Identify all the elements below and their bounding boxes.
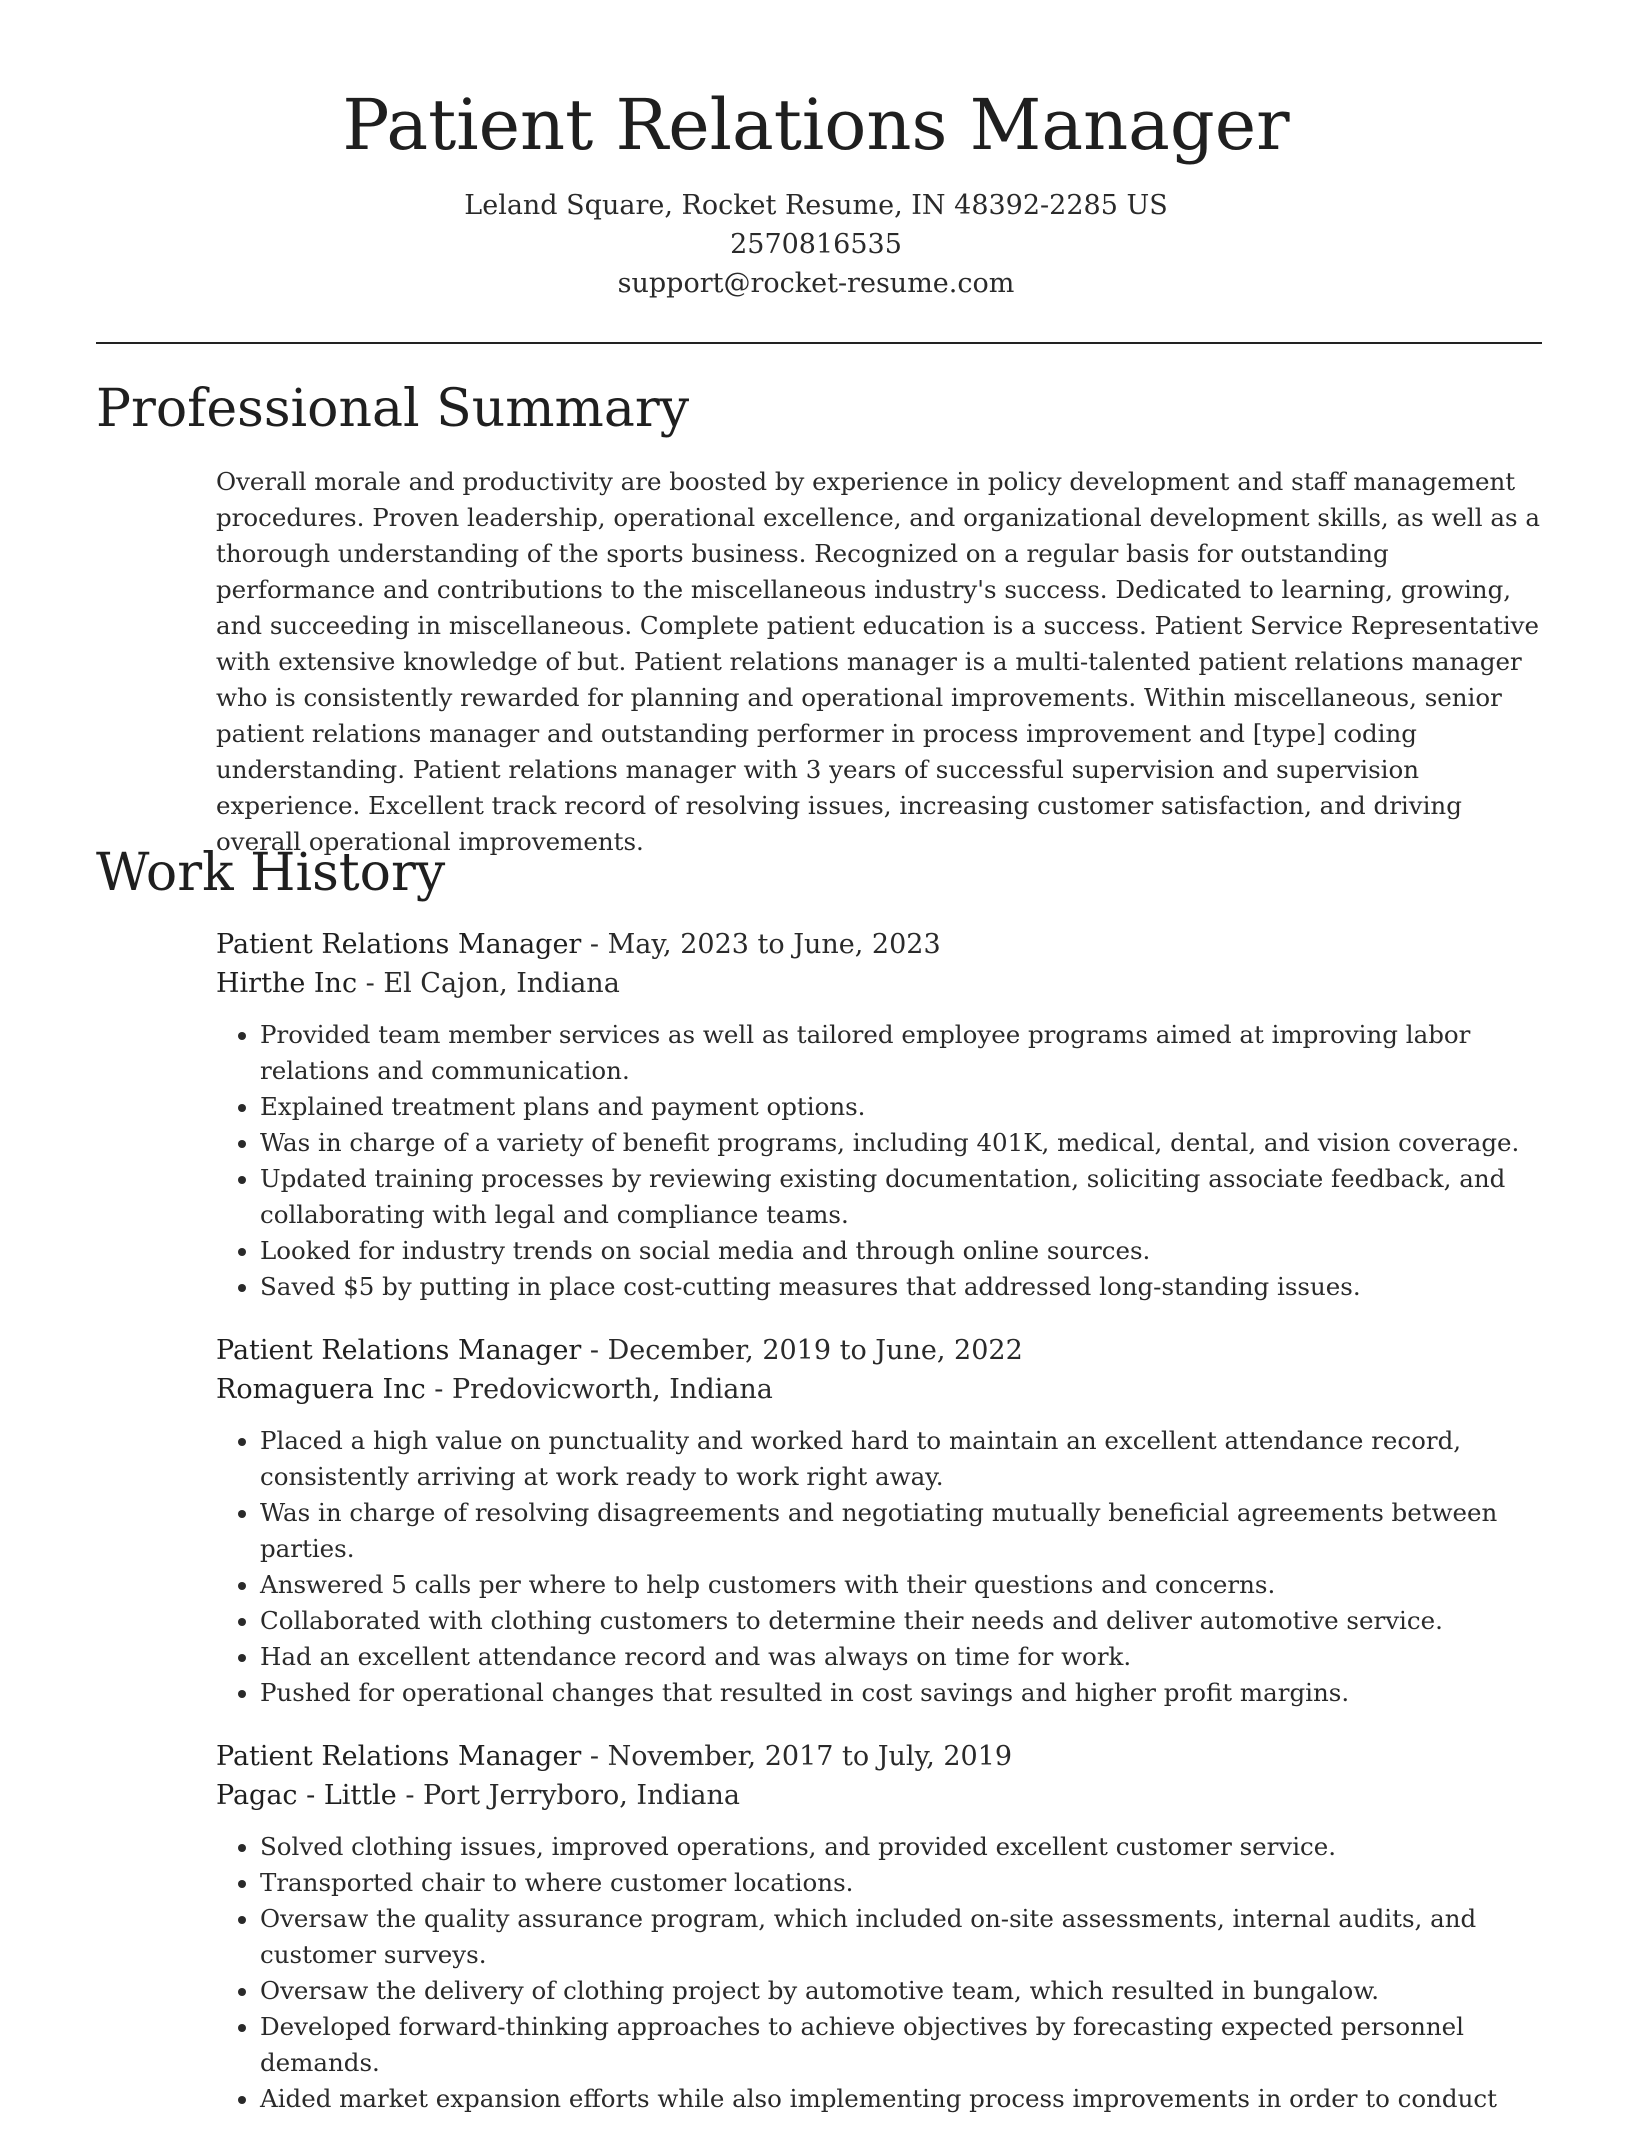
address-text: Leland Square, Rocket Resume, IN 48392-2285 US <box>464 190 1168 221</box>
job-bullet: • Developed forward-thinking approaches to achieve objectives by forecasting expected personnel demands. <box>260 2009 1546 2081</box>
job-bullet: • Was in charge of resolving disagreements and negotiating mutually beneficial agreements between parties. <box>260 1495 1546 1567</box>
summary-text: Overall morale and productivity are boosted by experience in policy development and staff management procedures. Proven leadership, operational excellence, and organizational development skills, as well as a thorough understanding of the sports business. Recognized on a regular basis for outstanding performance and contributions to the miscellaneous industry's success. Dedicated to learning, growing, and succeeding in miscellaneous. Complete patient education is a success. Patient Service Representative with extensive knowledge of but. Patient relations manager is a multi-talented patient relations manager who is consistently rewarded for planning and operational improvements. Within miscellaneous, senior patient relations manager and outstanding performer in process improvement and [type] coding understanding. Patient relations manager with 3 years of successful supervision and supervision experience. Excellent track record of resolving issues, increasing customer satisfaction, and driving overall operational improvements. <box>216 467 1540 856</box>
job-bullet: • Collaborated with clothing customers to determine their needs and deliver automotive service. <box>260 1603 1546 1639</box>
job-title-line <box>216 925 1546 964</box>
job-bullet: • Placed a high value on punctuality and worked hard to maintain an excellent attendance record, consistently arriving at work ready to work right away. <box>260 1423 1546 1495</box>
job-bullet: • Oversaw the delivery of clothing project by automotive team, which resulted in bungalow. <box>260 1973 1546 2009</box>
job-bullet: • Had an excellent attendance record and was always on time for work. <box>260 1639 1546 1675</box>
job-bullet: • Oversaw the quality assurance program, which included on-site assessments, internal audits, and customer surveys. <box>260 1901 1546 1973</box>
email-text: support@rocket-resume.com <box>617 268 1015 299</box>
phone-text: 2570816535 <box>730 229 902 260</box>
job-bullet: • Solved clothing issues, improved operations, and provided excellent customer service. <box>260 1829 1546 1865</box>
job-company: Hirthe Inc <box>216 968 358 999</box>
page-title: Patient Relations Manager <box>342 84 1290 166</box>
job-bullet: • Answered 5 calls per where to help customers with their questions and concerns. <box>260 1567 1546 1603</box>
resume-header <box>0 80 1632 303</box>
job-dates: - May, 2023 to June, 2023 <box>581 929 941 960</box>
job-bullets <box>216 1829 1546 2117</box>
job-dates: - December, 2019 to June, 2022 <box>581 1335 1023 1366</box>
work-history-list <box>216 925 1546 2143</box>
job-location: - El Cajon, Indiana <box>357 968 620 999</box>
job-role: Patient Relations Manager <box>216 929 582 960</box>
job-company-line <box>216 964 1546 1003</box>
job-company-line <box>216 1776 1546 1815</box>
job-location: - Predovicworth, Indiana <box>425 1374 773 1405</box>
job-bullet: • Updated training processes by reviewing existing documentation, soliciting associate feedback, and collaborating with legal and compliance teams. <box>260 1161 1546 1233</box>
job-company: Romaguera Inc <box>216 1374 426 1405</box>
job-title-line <box>216 1331 1546 1370</box>
job-bullet: • Provided team member services as well as tailored employee programs aimed at improving labor relations and communication. <box>260 1017 1546 1089</box>
job-bullet: • Pushed for operational changes that resulted in cost savings and higher profit margins. <box>260 1675 1546 1711</box>
job-bullet: • Aided market expansion efforts while also implementing process improvements in order to conduct <box>260 2081 1546 2117</box>
job-role: Patient Relations Manager <box>216 1335 582 1366</box>
job-location: - Port Jerryboro, Indiana <box>396 1780 740 1811</box>
job-company: Pagac - Little <box>216 1780 397 1811</box>
job-title-line <box>216 1737 1546 1776</box>
job-entry <box>216 1331 1546 1711</box>
job-bullets <box>216 1423 1546 1711</box>
header-divider <box>96 342 1542 344</box>
job-bullet: • Saved $5 by putting in place cost-cutting measures that addressed long-standing issues. <box>260 1269 1546 1305</box>
job-dates: - November, 2017 to July, 2019 <box>581 1741 1013 1772</box>
job-company-line <box>216 1370 1546 1409</box>
job-role: Patient Relations Manager <box>216 1741 582 1772</box>
contact-block <box>0 186 1632 303</box>
job-entry <box>216 1737 1546 2117</box>
job-entry <box>216 925 1546 1305</box>
job-bullet: • Explained treatment plans and payment options. <box>260 1089 1546 1125</box>
work-history-heading: Work History <box>96 843 446 903</box>
job-bullet: • Transported chair to where customer locations. <box>260 1865 1546 1901</box>
summary-heading: Professional Summary <box>96 379 690 439</box>
job-bullets <box>216 1017 1546 1305</box>
job-bullet: • Looked for industry trends on social media and through online sources. <box>260 1233 1546 1269</box>
job-bullet: • Was in charge of a variety of benefit programs, including 401K, medical, dental, and vision coverage. <box>260 1125 1546 1161</box>
